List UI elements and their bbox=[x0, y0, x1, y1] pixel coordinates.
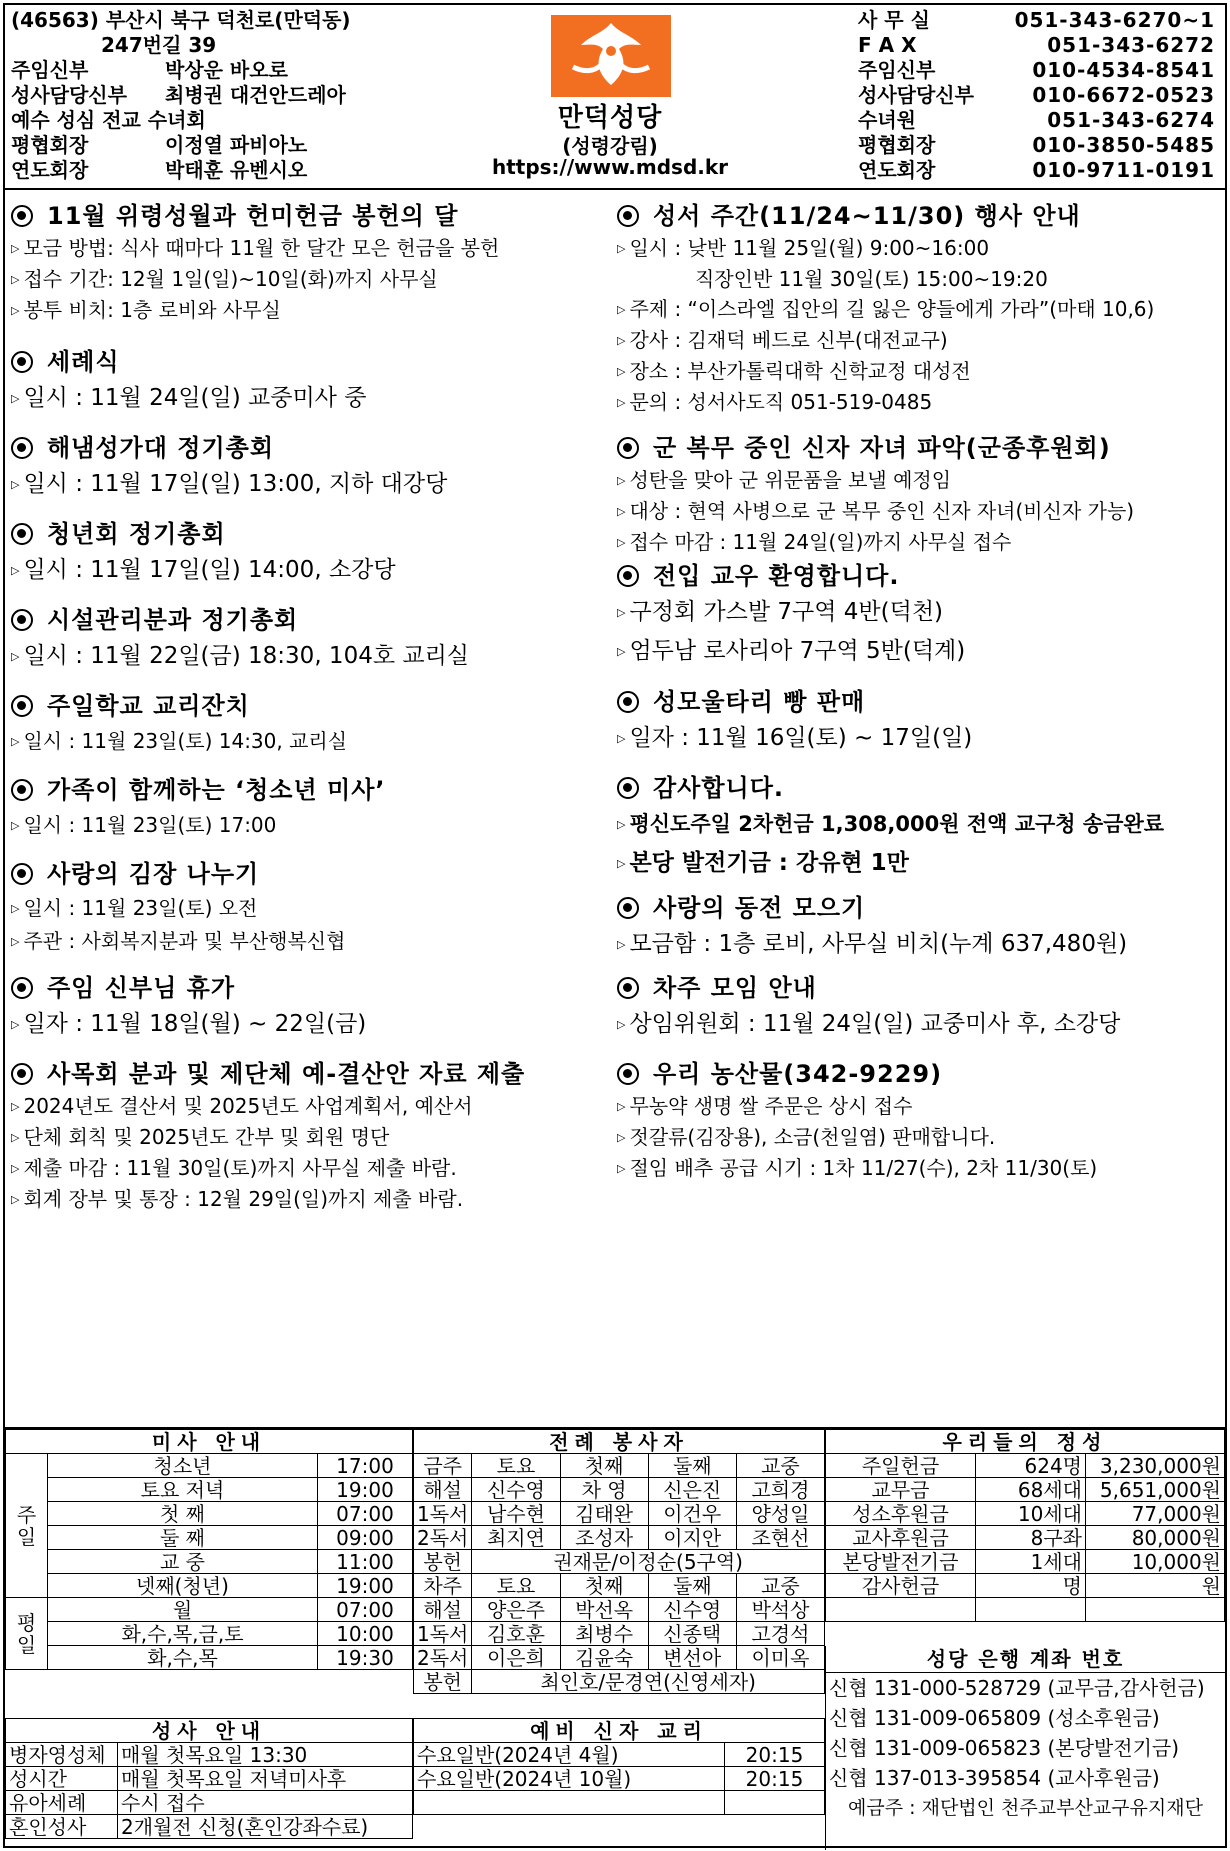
table-cell: 원 bbox=[1086, 1574, 1225, 1598]
table-cell: 수시 접수 bbox=[118, 1791, 413, 1815]
servers-table-title: 전례 봉사자 bbox=[414, 1430, 825, 1454]
council-president-name: 이정열 파비아노 bbox=[165, 133, 308, 157]
triangle-right-icon: ▷ bbox=[11, 392, 20, 405]
table-cell: 박석상 bbox=[736, 1598, 824, 1622]
notice-section bbox=[11, 603, 611, 676]
circle-dot-icon bbox=[11, 205, 33, 227]
catechism-table bbox=[413, 1718, 825, 1815]
notice-line: ▷ 대상 : 현역 사병으로 군 복무 중인 신자 자녀(비신자 가능) bbox=[617, 496, 1225, 527]
triangle-right-icon: ▷ bbox=[617, 818, 626, 831]
table-cell: 매월 첫목요일 13:30 bbox=[118, 1743, 413, 1767]
table-cell: 조현선 bbox=[736, 1526, 824, 1550]
table-cell: 둘째 bbox=[648, 1454, 736, 1478]
triangle-right-icon: ▷ bbox=[617, 1162, 626, 1175]
bank-account-line: 신협 131-009-065809 (성소후원금) bbox=[829, 1706, 1160, 1730]
notice-line: ▷ 엄두남 로사리아 7구역 5반(덕계) bbox=[617, 632, 1225, 671]
notice-line: ▷ 제출 마감 : 11월 30일(토)까지 사무실 제출 바람. bbox=[11, 1153, 611, 1184]
notice-title: 성서 주간(11/24~11/30) 행사 안내 bbox=[617, 199, 1225, 233]
triangle-right-icon: ▷ bbox=[11, 819, 20, 832]
table-cell: 2독서 bbox=[414, 1646, 472, 1670]
address-line-2: 247번길 39 bbox=[101, 33, 217, 57]
notice-line: ▷ 일자 : 11월 16일(토) ~ 17일(일) bbox=[617, 719, 1225, 758]
table-cell: 1세대 bbox=[976, 1550, 1086, 1574]
notice-line: ▷ 일시 : 낮반 11월 25일(월) 9:00~16:00 bbox=[617, 233, 1225, 264]
table-cell: 권재문/이정순(5구역) bbox=[472, 1550, 825, 1574]
circle-dot-icon bbox=[617, 205, 639, 227]
table-cell: 토요 bbox=[472, 1574, 560, 1598]
notice-title: 사랑의 동전 모으기 bbox=[617, 891, 1225, 925]
notice-title: 차주 모임 안내 bbox=[617, 971, 1225, 1005]
notice-line: ▷ 일시 : 11월 22일(금) 18:30, 104호 교리실 bbox=[11, 637, 611, 676]
funeral-phone: 010-9711-0191 bbox=[1032, 158, 1215, 182]
parish-name: 만덕성당 bbox=[557, 103, 663, 133]
notice-line: 직장인반 11월 30일(토) 15:00~19:20 bbox=[695, 267, 1048, 291]
table-cell: 1독서 bbox=[414, 1502, 472, 1526]
mass-name: 넷째(청년) bbox=[48, 1574, 318, 1598]
circle-dot-icon bbox=[11, 863, 33, 885]
circle-dot-icon bbox=[617, 1063, 639, 1085]
table-cell: 조성자 bbox=[560, 1526, 648, 1550]
bank-account-line: 신협 137-013-395854 (교사후원금) bbox=[829, 1766, 1160, 1790]
notice-section bbox=[11, 517, 611, 590]
sacrament-priest-name: 최병권 대건안드레아 bbox=[165, 83, 346, 107]
table-cell: 5,651,000원 bbox=[1086, 1478, 1225, 1502]
notice-section bbox=[11, 1057, 611, 1215]
notice-line: ▷ 젓갈류(김장용), 소금(천일염) 판매합니다. bbox=[617, 1122, 1225, 1153]
table-cell: 해설 bbox=[414, 1478, 472, 1502]
mass-schedule-table bbox=[5, 1429, 413, 1670]
bulletin-page bbox=[3, 3, 1227, 1848]
table-cell: 10,000원 bbox=[1086, 1550, 1225, 1574]
mass-time: 19:00 bbox=[318, 1478, 413, 1502]
notice-line: ▷ 모금함 : 1층 로비, 사무실 비치(누계 637,480원) bbox=[617, 925, 1225, 964]
table-cell: 3,230,000원 bbox=[1086, 1454, 1225, 1478]
notice-line: ▷ 2024년도 결산서 및 2025년도 사업계획서, 예산서 bbox=[11, 1091, 611, 1122]
table-cell: 624명 bbox=[976, 1454, 1086, 1478]
notice-line: ▷ 모금 방법: 식사 때마다 11월 한 달간 모은 헌금을 봉헌 bbox=[11, 233, 611, 264]
table-cell: 성시간 bbox=[6, 1767, 118, 1791]
table-cell: 고희경 bbox=[736, 1478, 824, 1502]
bank-accounts-title: 성당 은행 계좌 번호 bbox=[826, 1646, 1225, 1673]
notice-line: ▷ 일시 : 11월 24일(일) 교중미사 중 bbox=[11, 379, 611, 418]
circle-dot-icon bbox=[617, 977, 639, 999]
table-cell: 신수영 bbox=[472, 1478, 560, 1502]
notice-title: 가족이 함께하는 ‘청소년 미사’ bbox=[11, 773, 611, 807]
pastor-phone: 010-4534-8541 bbox=[1032, 58, 1215, 82]
table-cell: 교중 bbox=[736, 1574, 824, 1598]
table-cell: 신종택 bbox=[648, 1622, 736, 1646]
notice-title: 주일학교 교리잔치 bbox=[11, 689, 611, 723]
parish-subtitle: (성령강림) bbox=[562, 134, 658, 158]
table-cell: 고경석 bbox=[736, 1622, 824, 1646]
table-cell: 차주 bbox=[414, 1574, 472, 1598]
notice-line: ▷ 무농약 생명 쌀 주문은 상시 접수 bbox=[617, 1091, 1225, 1122]
triangle-right-icon: ▷ bbox=[11, 564, 20, 577]
funeral-chair-label: 연도회장 bbox=[11, 158, 89, 182]
sacraments-table-title: 성사 안내 bbox=[6, 1719, 413, 1743]
funeral-chair-name: 박태훈 유벤시오 bbox=[165, 158, 308, 182]
table-cell: 양은주 bbox=[472, 1598, 560, 1622]
table-cell bbox=[826, 1598, 976, 1622]
notice-line: ▷ 상임위원회 : 11월 24일(일) 교중미사 후, 소강당 bbox=[617, 1005, 1225, 1044]
triangle-right-icon: ▷ bbox=[11, 1018, 20, 1031]
triangle-right-icon: ▷ bbox=[617, 505, 626, 518]
notice-line: ▷ 구정회 가스발 7구역 4반(덕천) bbox=[617, 593, 1225, 632]
table-cell: 2독서 bbox=[414, 1526, 472, 1550]
bank-account-line: 신협 131-009-065823 (본당발전기금) bbox=[829, 1736, 1180, 1760]
notice-line: ▷ 일시 : 11월 17일(일) 14:00, 소강당 bbox=[11, 551, 611, 590]
triangle-right-icon: ▷ bbox=[11, 242, 20, 255]
convent-label: 예수 성심 전교 수녀회 bbox=[11, 108, 206, 132]
dove-flame-icon bbox=[551, 15, 671, 97]
table-cell: 김호훈 bbox=[472, 1622, 560, 1646]
table-cell: 김태완 bbox=[560, 1502, 648, 1526]
notice-line: ▷ 주관 : 사회복지분과 및 부산행복신협 bbox=[11, 926, 611, 957]
table-cell: 10세대 bbox=[976, 1502, 1086, 1526]
notice-title: 우리 농산물(342-9229) bbox=[617, 1057, 1225, 1091]
notice-line: ▷ 일시 : 11월 17일(일) 13:00, 지하 대강당 bbox=[11, 465, 611, 504]
sunday-label: 주일 bbox=[6, 1454, 48, 1598]
table-cell: 수요일반(2024년 4월) bbox=[414, 1743, 725, 1767]
circle-dot-icon bbox=[617, 565, 639, 587]
notice-title: 군 복무 중인 신자 자녀 파악(군종후원회) bbox=[617, 431, 1225, 465]
notice-section bbox=[11, 345, 611, 418]
table-cell: 2개월전 신청(혼인강좌수료) bbox=[118, 1815, 413, 1839]
circle-dot-icon bbox=[11, 977, 33, 999]
pastor-phone-label: 주임신부 bbox=[858, 58, 936, 82]
circle-dot-icon bbox=[11, 437, 33, 459]
bottom-info-area bbox=[5, 1427, 1225, 1848]
notice-section bbox=[11, 689, 611, 760]
mass-time: 11:00 bbox=[318, 1550, 413, 1574]
circle-dot-icon bbox=[11, 523, 33, 545]
table-cell: 교중 bbox=[736, 1454, 824, 1478]
sacraments-table bbox=[5, 1718, 413, 1839]
notice-line: ▷ 일시 : 11월 23일(토) 17:00 bbox=[11, 807, 611, 844]
notice-title: 시설관리분과 정기총회 bbox=[11, 603, 611, 637]
mass-name: 월 bbox=[48, 1598, 318, 1622]
table-cell: 매월 첫목요일 저녁미사후 bbox=[118, 1767, 413, 1791]
offerings-table-title: 우리들의 정성 bbox=[826, 1430, 1225, 1454]
mass-name: 화,수,목 bbox=[48, 1646, 318, 1670]
table-cell: 20:15 bbox=[725, 1743, 825, 1767]
triangle-right-icon: ▷ bbox=[617, 732, 626, 745]
notice-section bbox=[617, 199, 1225, 418]
table-cell: 교사후원금 bbox=[826, 1526, 976, 1550]
mass-name: 청소년 bbox=[48, 1454, 318, 1478]
notice-line: ▷ 일시 : 11월 23일(토) 14:30, 교리실 bbox=[11, 723, 611, 760]
table-cell: 1독서 bbox=[414, 1622, 472, 1646]
convent-phone-label: 수녀원 bbox=[858, 108, 916, 132]
table-cell: 이지안 bbox=[648, 1526, 736, 1550]
notice-title: 감사합니다. bbox=[617, 771, 1225, 805]
table-cell: 김윤숙 bbox=[560, 1646, 648, 1670]
table-cell: 20:15 bbox=[725, 1767, 825, 1791]
notice-line: ▷ 접수 기간: 12월 1일(일)~10일(화)까지 사무실 bbox=[11, 264, 611, 295]
notice-title: 세례식 bbox=[11, 345, 611, 379]
table-cell: 혼인성사 bbox=[6, 1815, 118, 1839]
table-cell: 해설 bbox=[414, 1598, 472, 1622]
table-cell: 양성일 bbox=[736, 1502, 824, 1526]
triangle-right-icon: ▷ bbox=[617, 1018, 626, 1031]
notice-title: 해냄성가대 정기총회 bbox=[11, 431, 611, 465]
circle-dot-icon bbox=[617, 777, 639, 799]
notice-line: ▷ 장소 : 부산가톨릭대학 신학교정 대성전 bbox=[617, 356, 1225, 387]
table-cell bbox=[1086, 1598, 1225, 1622]
table-cell: 신은진 bbox=[648, 1478, 736, 1502]
mass-time: 07:00 bbox=[318, 1598, 413, 1622]
table-cell: 80,000원 bbox=[1086, 1526, 1225, 1550]
triangle-right-icon: ▷ bbox=[11, 650, 20, 663]
triangle-right-icon: ▷ bbox=[617, 645, 626, 658]
weekday-label: 평일 bbox=[6, 1598, 48, 1670]
circle-dot-icon bbox=[11, 351, 33, 373]
triangle-right-icon: ▷ bbox=[11, 902, 20, 915]
table-cell: 68세대 bbox=[976, 1478, 1086, 1502]
table-cell: 박선옥 bbox=[560, 1598, 648, 1622]
bank-account-line: 신협 131-000-528729 (교무금,감사헌금) bbox=[829, 1676, 1205, 1700]
table-cell: 본당발전기금 bbox=[826, 1550, 976, 1574]
pastor-label: 주임신부 bbox=[11, 58, 89, 82]
triangle-right-icon: ▷ bbox=[11, 735, 20, 748]
circle-dot-icon bbox=[617, 897, 639, 919]
triangle-right-icon: ▷ bbox=[617, 365, 626, 378]
table-cell: 신수영 bbox=[648, 1598, 736, 1622]
council-phone-label: 평협회장 bbox=[858, 133, 936, 157]
table-cell: 봉헌 bbox=[414, 1550, 472, 1574]
mass-time: 17:00 bbox=[318, 1454, 413, 1478]
sacrament-priest-phone: 010-6672-0523 bbox=[1032, 83, 1215, 107]
liturgy-servers-table bbox=[413, 1429, 825, 1694]
triangle-right-icon: ▷ bbox=[617, 938, 626, 951]
notice-line: ▷ 강사 : 김재덕 베드로 신부(대전교구) bbox=[617, 325, 1225, 356]
triangle-right-icon: ▷ bbox=[617, 474, 626, 487]
convent-phone: 051-343-6274 bbox=[1047, 108, 1215, 132]
table-cell: 최지연 bbox=[472, 1526, 560, 1550]
notice-line: ▷ 일시 : 11월 23일(토) 오전 bbox=[11, 891, 611, 926]
table-cell: 둘째 bbox=[648, 1574, 736, 1598]
table-cell: 8구좌 bbox=[976, 1526, 1086, 1550]
table-cell: 최인호/문경연(신영세자) bbox=[472, 1670, 825, 1694]
triangle-right-icon: ▷ bbox=[617, 1131, 626, 1144]
notice-title: 사목회 분과 및 제단체 예-결산안 자료 제출 bbox=[11, 1057, 611, 1091]
notice-section bbox=[617, 971, 1225, 1044]
notice-line: ▷ 주제 : “이스라엘 집안의 길 잃은 양들에게 가라”(마태 10,6) bbox=[617, 294, 1225, 325]
mass-table-title: 미사 안내 bbox=[6, 1430, 413, 1454]
sacrament-priest-phone-label: 성사담당신부 bbox=[858, 83, 974, 107]
table-cell: 봉헌 bbox=[414, 1670, 472, 1694]
parish-logo bbox=[551, 15, 671, 97]
triangle-right-icon: ▷ bbox=[11, 1193, 20, 1206]
table-cell: 첫째 bbox=[560, 1454, 648, 1478]
notice-section bbox=[11, 431, 611, 504]
catechism-table-title: 예비 신자 교리 bbox=[414, 1719, 825, 1743]
table-cell: 첫째 bbox=[560, 1574, 648, 1598]
parish-url[interactable]: https://www.mdsd.kr bbox=[491, 155, 729, 179]
circle-dot-icon bbox=[11, 609, 33, 631]
triangle-right-icon: ▷ bbox=[617, 857, 626, 870]
notice-line: ▷ 문의 : 성서사도직 051-519-0485 bbox=[617, 387, 1225, 418]
notice-line: ▷ 절임 배추 공급 시기 : 1차 11/27(수), 2차 11/30(토) bbox=[617, 1153, 1225, 1184]
mass-name: 교 중 bbox=[48, 1550, 318, 1574]
notice-section bbox=[11, 971, 611, 1044]
table-cell: 주일헌금 bbox=[826, 1454, 976, 1478]
triangle-right-icon: ▷ bbox=[11, 1100, 20, 1113]
notice-section bbox=[617, 891, 1225, 964]
notice-title: 사랑의 김장 나누기 bbox=[11, 857, 611, 891]
triangle-right-icon: ▷ bbox=[617, 606, 626, 619]
table-cell: 이미옥 bbox=[736, 1646, 824, 1670]
notice-section bbox=[11, 773, 611, 844]
notice-title: 전입 교우 환영합니다. bbox=[617, 559, 1225, 593]
triangle-right-icon: ▷ bbox=[11, 1162, 20, 1175]
table-cell: 변선아 bbox=[648, 1646, 736, 1670]
notice-line: ▷ 평신도주일 2차헌금 1,308,000원 전액 교구청 송금완료 bbox=[617, 805, 1225, 844]
triangle-right-icon: ▷ bbox=[617, 396, 626, 409]
table-cell bbox=[725, 1791, 825, 1815]
notice-line: ▷ 단체 회칙 및 2025년도 간부 및 회원 명단 bbox=[11, 1122, 611, 1153]
offerings-table bbox=[825, 1429, 1225, 1622]
triangle-right-icon: ▷ bbox=[11, 935, 20, 948]
table-cell: 성소후원금 bbox=[826, 1502, 976, 1526]
table-cell: 수요일반(2024년 10월) bbox=[414, 1767, 725, 1791]
notice-line: ▷ 본당 발전기금 : 강유현 1만 bbox=[617, 844, 1225, 883]
table-cell: 이건우 bbox=[648, 1502, 736, 1526]
notice-line: ▷ 접수 마감 : 11월 24일(일)까지 사무실 접수 bbox=[617, 527, 1225, 558]
notice-section bbox=[617, 559, 1225, 671]
table-cell: 토요 bbox=[472, 1454, 560, 1478]
triangle-right-icon: ▷ bbox=[11, 304, 20, 317]
mass-name: 화,수,목,금,토 bbox=[48, 1622, 318, 1646]
funeral-phone-label: 연도회장 bbox=[858, 158, 936, 182]
notice-section bbox=[11, 199, 611, 326]
council-phone: 010-3850-5485 bbox=[1032, 133, 1215, 157]
triangle-right-icon: ▷ bbox=[617, 334, 626, 347]
notice-section bbox=[617, 431, 1225, 558]
table-cell: 이은희 bbox=[472, 1646, 560, 1670]
address-line: (46563) 부산시 북구 덕천로(만덕동) bbox=[11, 8, 351, 32]
notice-line: ▷ 일자 : 11월 18일(월) ~ 22일(금) bbox=[11, 1005, 611, 1044]
bank-accounts-box bbox=[825, 1646, 1225, 1850]
mass-time: 19:00 bbox=[318, 1574, 413, 1598]
notice-line: ▷ 봉투 비치: 1층 로비와 사무실 bbox=[11, 295, 611, 326]
triangle-right-icon: ▷ bbox=[11, 1131, 20, 1144]
mass-name: 둘 째 bbox=[48, 1526, 318, 1550]
table-cell: 감사헌금 bbox=[826, 1574, 976, 1598]
circle-dot-icon bbox=[11, 1063, 33, 1085]
notice-section bbox=[617, 1057, 1225, 1184]
table-cell: 교무금 bbox=[826, 1478, 976, 1502]
triangle-right-icon: ▷ bbox=[617, 303, 626, 316]
notice-section bbox=[617, 685, 1225, 758]
mass-name: 토요 저녁 bbox=[48, 1478, 318, 1502]
mass-time: 07:00 bbox=[318, 1502, 413, 1526]
notice-section bbox=[617, 771, 1225, 883]
council-president-label: 평협회장 bbox=[11, 133, 89, 157]
table-cell: 최병수 bbox=[560, 1622, 648, 1646]
pastor-name: 박상운 바오로 bbox=[165, 58, 288, 82]
circle-dot-icon bbox=[11, 695, 33, 717]
table-cell: 금주 bbox=[414, 1454, 472, 1478]
mass-time: 19:30 bbox=[318, 1646, 413, 1670]
fax-label: F A X bbox=[858, 33, 917, 57]
circle-dot-icon bbox=[11, 779, 33, 801]
triangle-right-icon: ▷ bbox=[617, 242, 626, 255]
triangle-right-icon: ▷ bbox=[617, 1100, 626, 1113]
notice-line: ▷ 회계 장부 및 통장 : 12월 29일(일)까지 제출 바람. bbox=[11, 1184, 611, 1215]
notice-title: 성모울타리 빵 판매 bbox=[617, 685, 1225, 719]
mass-name: 첫 째 bbox=[48, 1502, 318, 1526]
notice-title: 청년회 정기총회 bbox=[11, 517, 611, 551]
notice-title: 11월 위령성월과 헌미헌금 봉헌의 달 bbox=[11, 199, 611, 233]
circle-dot-icon bbox=[617, 437, 639, 459]
table-cell: 남수현 bbox=[472, 1502, 560, 1526]
triangle-right-icon: ▷ bbox=[617, 536, 626, 549]
table-cell: 77,000원 bbox=[1086, 1502, 1225, 1526]
triangle-right-icon: ▷ bbox=[11, 273, 20, 286]
fax-number: 051-343-6272 bbox=[1047, 33, 1215, 57]
table-cell bbox=[976, 1598, 1086, 1622]
table-cell: 병자영성체 bbox=[6, 1743, 118, 1767]
notice-title: 주임 신부님 휴가 bbox=[11, 971, 611, 1005]
notice-line: ▷ 성탄을 맞아 군 위문품을 보낼 예정임 bbox=[617, 465, 1225, 496]
table-cell: 명 bbox=[976, 1574, 1086, 1598]
table-cell bbox=[414, 1791, 725, 1815]
table-cell: 유아세례 bbox=[6, 1791, 118, 1815]
mass-time: 09:00 bbox=[318, 1526, 413, 1550]
sacrament-priest-label: 성사담당신부 bbox=[11, 83, 127, 107]
account-holder: 예금주 : 재단법인 천주교부산교구유지재단 bbox=[848, 1797, 1203, 1819]
header bbox=[5, 5, 1225, 190]
office-label: 사 무 실 bbox=[858, 8, 930, 32]
office-phone: 051-343-6270~1 bbox=[1014, 8, 1215, 32]
notice-section bbox=[11, 857, 611, 957]
triangle-right-icon: ▷ bbox=[11, 478, 20, 491]
mass-time: 10:00 bbox=[318, 1622, 413, 1646]
table-cell: 차 영 bbox=[560, 1478, 648, 1502]
circle-dot-icon bbox=[617, 691, 639, 713]
